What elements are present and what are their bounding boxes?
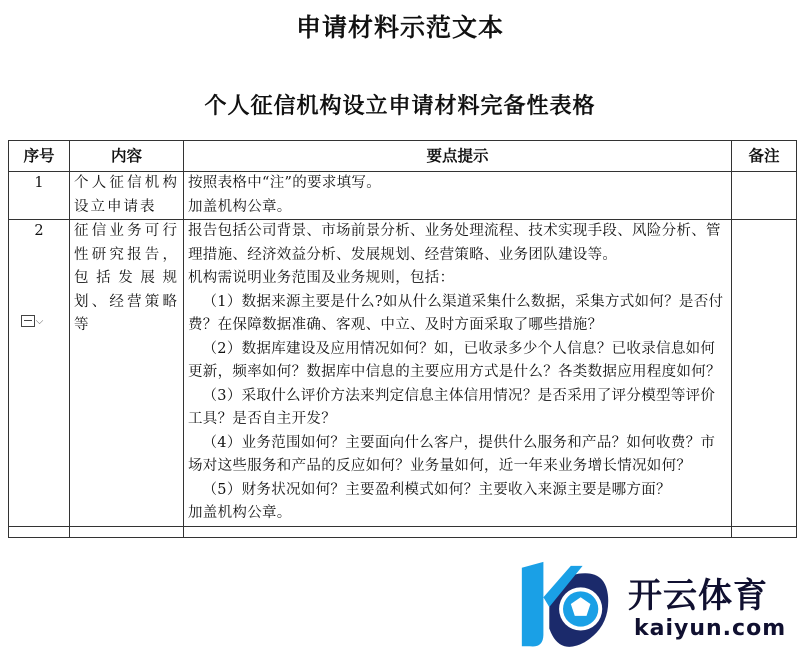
row-points [184, 172, 732, 220]
row-remarks [732, 172, 797, 220]
row-content: 个人征信机构设立申请表 [70, 172, 184, 220]
row-number-cell [9, 220, 70, 527]
table-row [9, 220, 797, 527]
document-title: 申请材料示范文本 [295, 13, 504, 42]
watermark-chinese: 开云体育 [628, 576, 768, 616]
point-text: 加盖机构公章。 [188, 198, 292, 215]
row-handle-dropdown[interactable] [21, 310, 44, 334]
point-item: （5）财务状况如何？主要盈利模式如何？主要收入来源主要是哪方面？ [202, 481, 671, 498]
table-row [9, 172, 797, 220]
row-remarks [732, 220, 797, 527]
point-text: 按照表格中“注”的要求填写。 [188, 175, 382, 191]
watermark-domain: kaiyun.com [634, 616, 787, 641]
row-number: 1 [9, 172, 70, 220]
application-checklist-table [8, 140, 797, 538]
chevron-down-icon: ⌵ [35, 315, 44, 327]
table-header-row [9, 141, 797, 172]
point-item: （3）采取什么评价方法来判定信息主体信用情况？是否采用了评分模型等评价工具？是否自主开发？ [188, 387, 716, 427]
row-points [184, 220, 732, 527]
watermark [510, 556, 800, 662]
point-item: （1）数据来源主要是什么?如从什么渠道采集什么数据，采集方式如何？是否付费？在保障数据准确、客观、中立、及时方面采取了哪些措施？ [188, 293, 724, 333]
header-remarks: 备注 [732, 141, 797, 172]
point-text: 报告包括公司背景、市场前景分析、业务处理流程、技术实现手段、风险分析、管理措施、经济效益分析、发展规划、经营策略、业务团队建设等。 [188, 223, 721, 263]
point-item: （2）数据库建设及应用情况如何？如，已收录多少个人信息？已收录信息如何更新，频率如何？数据库中信息的主要应用方式是什么？各类数据应用程度如何？ [188, 340, 721, 380]
row-number: 2 [34, 223, 44, 239]
header-no: 序号 [9, 141, 70, 172]
point-text: 加盖机构公章。 [188, 505, 292, 521]
row-handle-icon [21, 315, 35, 327]
kaiyun-logo-icon [514, 558, 612, 656]
point-item: （4）业务范围如何？主要面向什么客户，提供什么服务和产品？如何收费？市场对这些服务和产品的反应如何？业务量如何，近一年来业务增长情况如何？ [188, 434, 716, 474]
table-title: 个人征信机构设立申请材料完备性表格 [204, 93, 596, 119]
table-row-partial [9, 526, 797, 537]
row-content: 征信业务可行性研究报告，包括发展规划、经营策略等 [70, 220, 184, 527]
header-points: 要点提示 [184, 141, 732, 172]
point-text: 机构需说明业务范围及业务规则，包括： [188, 270, 455, 286]
header-content: 内容 [70, 141, 184, 172]
